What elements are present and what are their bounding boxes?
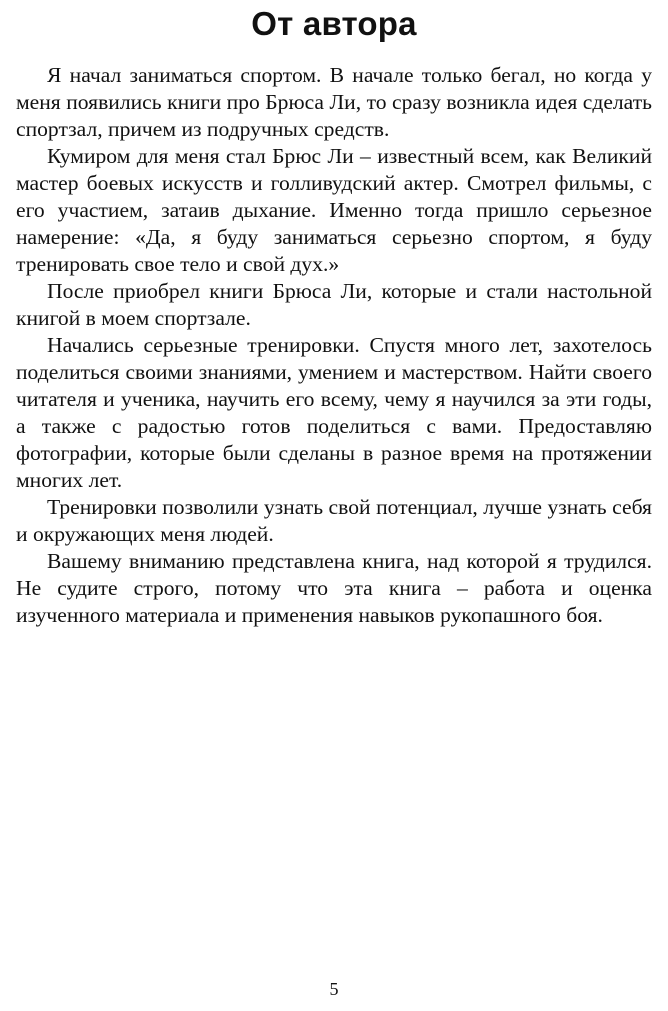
paragraph-4: Начались серьезные тренировки. Спустя много лет, захотелось поделиться своими знаниями, умением и мастерством. Найти своего читателя и ученика, научить его всему, чему я научился за эти годы, а также с радостью готов поделиться с вами. Предоставляю фотографии, которые были сделаны в разное время на протяжении многих лет.: [16, 333, 652, 492]
body-text: [16, 62, 652, 629]
paragraph-2: Кумиром для меня стал Брюс Ли – известный всем, как Великий мастер боевых искусств и голливудский актер. Смотрел фильмы, с его участием, затаив дыхание. Именно тогда пришло серьезное намерение: «Да, я буду заниматься серьезно спортом, я буду тренировать свое тело и свой дух.»: [16, 144, 652, 276]
page-title: От автора: [251, 5, 417, 42]
paragraph-5: Тренировки позволили узнать свой потенциал, лучше узнать себя и окружающих меня людей.: [16, 495, 652, 546]
paragraph-6: Вашему вниманию представлена книга, над которой я трудился. Не судите строго, потому что эта книга – работа и оценка изученного материала и применения навыков рукопашного боя.: [16, 549, 652, 627]
page-number: 5: [329, 979, 339, 999]
paragraph-1: Я начал заниматься спортом. В начале только бегал, но когда у меня появились книги про Брюса Ли, то сразу возникла идея сделать спортзал, причем из подручных средств.: [16, 63, 652, 141]
paragraph-3: После приобрел книги Брюса Ли, которые и стали настольной книгой в моем спортзале.: [16, 279, 652, 330]
